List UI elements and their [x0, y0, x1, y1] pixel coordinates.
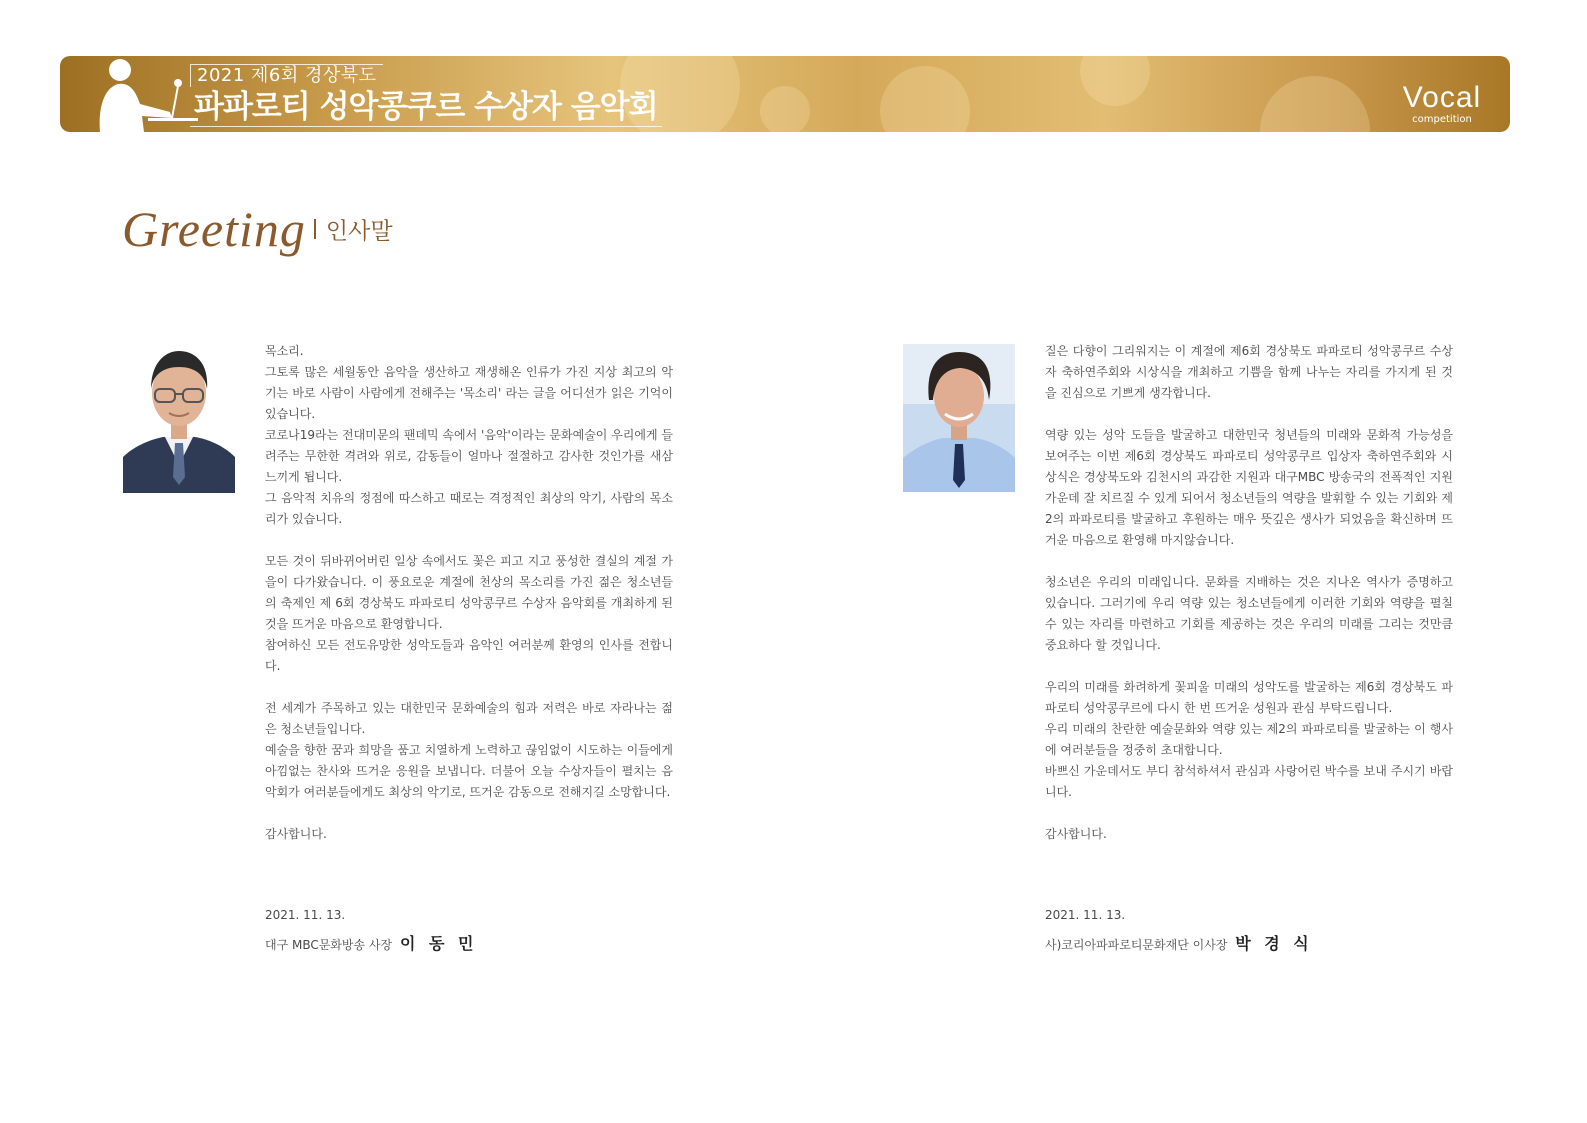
vocal-competition-logo	[1396, 82, 1488, 126]
greeting-text-left	[265, 341, 673, 845]
paragraph: 질은 다향이 그리워지는 이 계절에 제6회 경상북도 파파로티 성악콩쿠르 수상자 축하연주회와 시상식을 개최하고 기쁨을 함께 나누는 자리를 가지게 된 것을 진심으로 기쁘게 생각합니다.	[1045, 344, 1453, 400]
person-portrait-icon	[903, 344, 1015, 492]
paragraph: 청소년은 우리의 미래입니다. 문화를 지배하는 것은 지나온 역사가 증명하고 있습니다. 그러기에 우리 역량 있는 청소년들에게 이러한 기회와 역량을 펼칠 수 있는 자리를 마련하고 기회를 제공하는 것은 우리의 미래를 그리는 것만큼 중요하다 할 것입니다.	[1045, 575, 1453, 652]
header-banner	[60, 56, 1510, 132]
paragraph: 모든 것이 뒤바뀌어버린 일상 속에서도 꽃은 피고 지고 풍성한 결실의 계절 가을이 다가왔습니다. 이 풍요로운 계절에 천상의 목소리를 가진 젊은 청소년들의 축제인 제 6회 경상북도 파파로티 성악콩쿠르 수상자 음악회를 개최하게 된 것을 뜨거운 마음으로 환영합니다.	[265, 554, 673, 631]
closing-text: 감사합니다.	[265, 827, 327, 841]
paragraph: 바쁘신 가운데서도 부디 참석하셔서 관심과 사랑어린 박수를 보내 주시기 바랍니다.	[1045, 764, 1453, 799]
portrait-right	[903, 344, 1015, 492]
logo-text: Vocal	[1402, 81, 1482, 114]
closing-text: 감사합니다.	[1045, 827, 1107, 841]
signature-right	[1045, 932, 1313, 957]
paragraph: 그토록 많은 세월동안 음악을 생산하고 재생해온 인류가 가진 지상 최고의 악기는 바로 사람이 사람에게 전해주는 '목소리' 라는 글을 어디선가 읽은 기억이 있습니다.	[265, 365, 673, 421]
date-left: 2021. 11. 13.	[265, 908, 346, 922]
signer-name: 이 동 민	[399, 934, 478, 953]
signer-position: 사)코리아파파로티문화재단 이사장	[1045, 938, 1228, 952]
person-portrait-icon	[123, 345, 235, 493]
date-right: 2021. 11. 13.	[1045, 908, 1126, 922]
signature-left	[265, 932, 477, 957]
paragraph: 참여하신 모든 전도유망한 성악도들과 음악인 여러분께 환영의 인사를 전합니다.	[265, 638, 673, 673]
banner-title: 파파로티 성악콩쿠르 수상자 음악회	[190, 88, 662, 127]
paragraph: 예술을 향한 꿈과 희망을 품고 치열하게 노력하고 끊임없이 시도하는 이들에게 아낌없는 찬사와 뜨거운 응원을 보냅니다. 더불어 오늘 수상자들이 펼치는 음악회가 여러분들에게도 최상의 악기로, 뜨거운 감동으로 전해지길 소망합니다.	[265, 743, 673, 799]
paragraph: 우리의 미래를 화려하게 꽃피울 미래의 성악도를 발굴하는 제6회 경상북도 파파로티 성악콩쿠르에 다시 한 번 뜨거운 성원과 관심 부탁드립니다.	[1045, 680, 1453, 715]
heading-divider	[314, 219, 316, 239]
signer-position: 대구 MBC문화방송 사장	[265, 938, 393, 952]
banner-subtitle: 2021 제6회 경상북도	[190, 64, 383, 87]
signer-name: 박 경 식	[1235, 934, 1313, 953]
paragraph: 우리 미래의 찬란한 예술문화와 역량 있는 제2의 파파로티를 발굴하는 이 행사에 여러분들을 정중히 초대합니다.	[1045, 722, 1453, 757]
paragraph: 그 음악적 치유의 정점에 따스하고 때로는 격정적인 최상의 악기, 사람의 목소리가 있습니다.	[265, 491, 673, 526]
paragraph: 코로나19라는 전대미문의 팬데믹 속에서 '음악'이라는 문화예술이 우리에게 들려주는 무한한 격려와 위로, 감동들이 얼마나 절절하고 감사한 것인가를 새삼 느끼게 됩니다.	[265, 428, 673, 484]
singer-silhouette-icon	[78, 56, 198, 132]
section-heading	[122, 200, 393, 258]
logo-subtext: competition	[1412, 114, 1472, 125]
paragraph: 전 세계가 주목하고 있는 대한민국 문화예술의 힘과 저력은 바로 자라나는 젊은 청소년들입니다.	[265, 701, 673, 736]
heading-korean: 인사말	[325, 218, 393, 245]
portrait-left	[123, 345, 235, 493]
paragraph: 목소리.	[265, 344, 304, 358]
paragraph: 역량 있는 성악 도들을 발굴하고 대한민국 청년들의 미래와 문화적 가능성을 보여주는 이번 제6회 경상북도 파파로티 성악콩쿠르 입상자 축하연주회와 시상식은 경상북도와 김천시의 과감한 지원과 대구MBC 방송국의 전폭적인 지원 가운데 잘 치르질 수 있게 되어서 청소년들의 역량을 발휘할 수 있는 기회와 제2의 파파로티를 발굴하고 후원하는 매우 뜻깊은 생사가 되었음을 확신하며 뜨거운 마음으로 환영해 마지않습니다.	[1045, 428, 1453, 547]
greeting-text-right	[1045, 341, 1453, 845]
heading-english: Greeting	[122, 201, 306, 257]
